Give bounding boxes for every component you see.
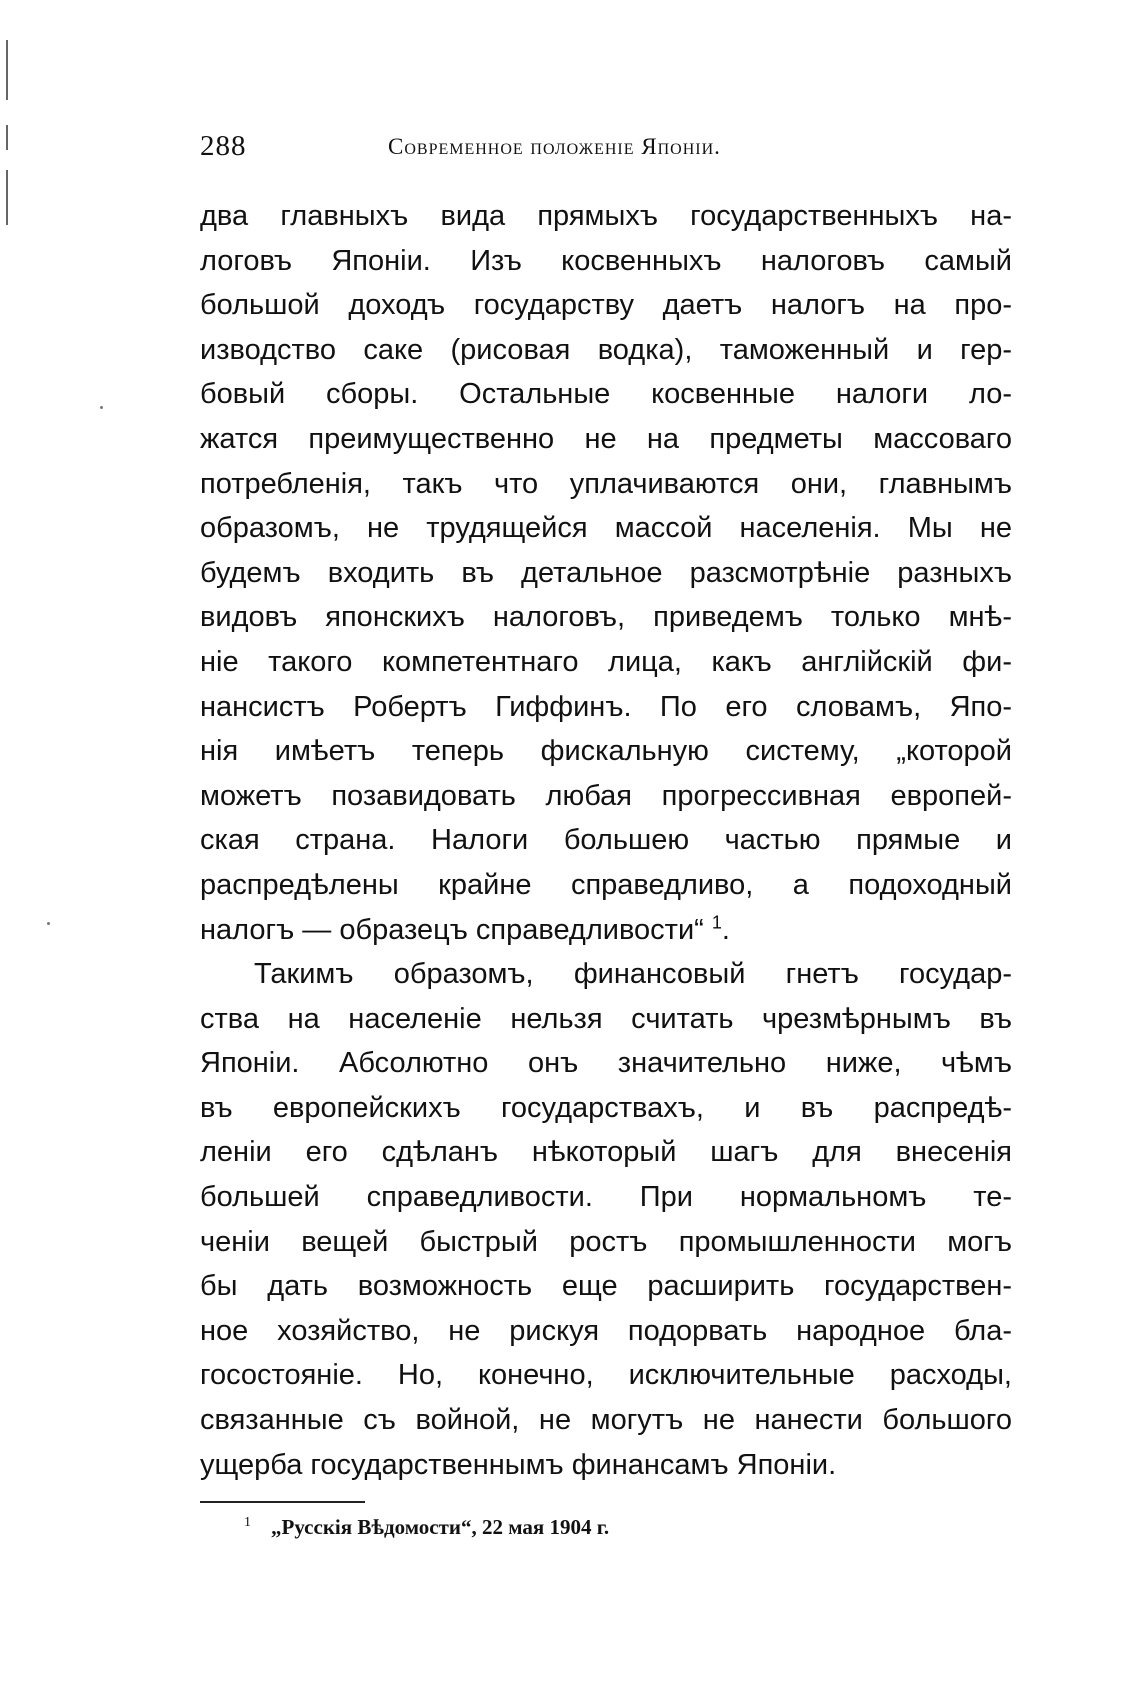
text-line: леніи его сдѣланъ нѣкоторый шагъ для внесенія bbox=[200, 1136, 1012, 1169]
text-line: ская страна. Налоги большею частью прямые и bbox=[200, 824, 1012, 857]
paragraph bbox=[200, 952, 1012, 1487]
text-line: Японіи. Абсолютно онъ значительно ниже, чѣмъ bbox=[200, 1047, 1012, 1080]
footnote-mark: 1 bbox=[244, 1515, 251, 1531]
text-line: Такимъ образомъ, финансовый гнетъ государ- bbox=[254, 958, 1012, 991]
footnote-text: „Русскія Вѣдомости“, 22 мая 1904 г. bbox=[271, 1515, 610, 1540]
text-line: бовый сборы. Остальные косвенные налоги ло- bbox=[200, 378, 1012, 411]
text-line: госостояніе. Но, конечно, исключительные расходы, bbox=[200, 1359, 1012, 1392]
text-line: жатся преимущественно не на предметы массоваго bbox=[200, 422, 1012, 455]
text-line: ущерба государственнымъ финансамъ Японіи. bbox=[200, 1448, 837, 1481]
text-line: ства на населеніе нельзя считать чрезмѣрнымъ въ bbox=[200, 1002, 1012, 1035]
quote-end-text: налогъ — образецъ справедливости“ bbox=[200, 913, 704, 946]
text-line: ное хозяйство, не рискуя подорвать народное бла- bbox=[200, 1314, 1012, 1347]
text-line bbox=[200, 908, 1012, 953]
text-line: образомъ, не трудящейся массой населенія. Мы не bbox=[200, 512, 1012, 545]
text-line: видовъ японскихъ налоговъ, приведемъ только мнѣ- bbox=[200, 601, 1012, 634]
scan-speck bbox=[47, 922, 50, 925]
text-line: бы дать возможность еще расширить государствен- bbox=[200, 1270, 1012, 1303]
running-head bbox=[200, 128, 1012, 176]
text-line: связанные съ войной, не могутъ не нанести большого bbox=[200, 1404, 1012, 1437]
footnote-reference[interactable]: 1 bbox=[711, 911, 722, 932]
scan-speck bbox=[100, 406, 103, 409]
text-line: большой доходъ государству даетъ налогъ на про- bbox=[200, 289, 1012, 322]
text-line: нансистъ Робертъ Гиффинъ. По его словамъ, Япо- bbox=[200, 690, 1012, 723]
footnote-divider bbox=[200, 1501, 365, 1503]
text-line: два главныхъ вида прямыхъ государственныхъ на- bbox=[200, 200, 1012, 232]
text-line: большей справедливости. При нормальномъ те- bbox=[200, 1181, 1012, 1214]
text-line: распредѣлены крайне справедливо, а подоходный bbox=[200, 868, 1012, 901]
sentence-period: . bbox=[721, 913, 730, 946]
text-line: въ европейскихъ государствахъ, и въ распредѣ- bbox=[200, 1091, 1012, 1124]
book-page bbox=[200, 128, 1012, 1541]
text-line: ніе такого компетентнаго лица, какъ англійскій фи- bbox=[200, 645, 1012, 678]
text-line: можетъ позавидовать любая прогрессивная европей- bbox=[200, 779, 1012, 812]
running-title: Современное положеніе Японіи. bbox=[388, 134, 721, 159]
page-number: 288 bbox=[200, 130, 247, 162]
text-line: будемъ входить въ детальное разсмотрѣніе разныхъ bbox=[200, 556, 1012, 589]
text-line: изводство саке (рисовая водка), таможенный и гер- bbox=[200, 333, 1012, 366]
text-line: ченіи вещей быстрый ростъ промышленности могъ bbox=[200, 1225, 1012, 1258]
text-line: логовъ Японіи. Изъ косвенныхъ налоговъ самый bbox=[200, 244, 1012, 277]
footnote bbox=[200, 1509, 1012, 1541]
paragraph bbox=[200, 194, 1012, 952]
scan-edge-marks bbox=[6, 40, 9, 260]
text-line: нія имѣетъ теперь фискальную систему, „которой bbox=[200, 735, 1012, 768]
text-line: потребленія, такъ что уплачиваются они, главнымъ bbox=[200, 467, 1012, 500]
